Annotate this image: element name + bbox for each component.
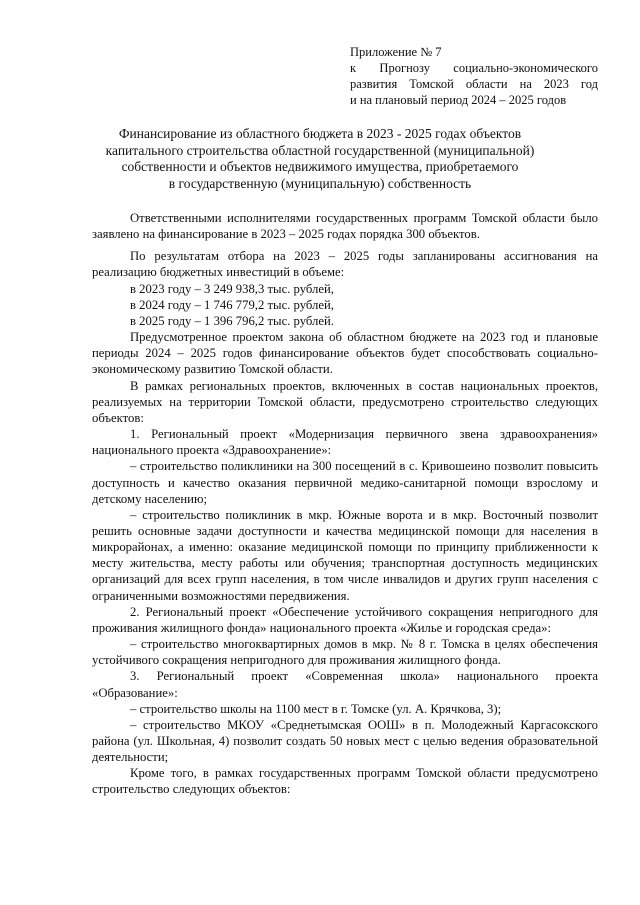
item-krivosheino-clinic: – строительство поликлиники на 300 посещений в с. Кривошеино позволит повысить доступность и качество оказания первичной медико-санитарной помощи взрослому и детскому населению; bbox=[92, 459, 598, 506]
allocation-2024: в 2024 году – 1 746 779,2 тыс. рублей, bbox=[130, 297, 334, 312]
item-apartment-buildings: – строительство многоквартирных домов в мкр. № 8 г. Томска в целях обеспечения устойчивого сокращения непригодного для проживания жилищного фонда. bbox=[92, 637, 598, 668]
paragraph-regional-projects: В рамках региональных проектов, включенных в состав национальных проектов, реализуемых на территории Томской области, предусмотрено строительство следующих объектов: bbox=[92, 378, 598, 425]
annex-header bbox=[350, 44, 598, 108]
paragraph-applications: Ответственными исполнителями государственных программ Томской области было заявлено на финансирование в 2023 – 2025 годах порядка 300 объектов. bbox=[92, 211, 598, 242]
title-line-4: в государственную (муниципальную) собственность bbox=[168, 175, 472, 191]
item-clinics-microdistricts: – строительство поликлиник в мкр. Южные ворота и в мкр. Восточный позволит решить основные задачи доступности и качества медицинской помощи для населения в микрорайонах, а именно: оказание медицинской помощи по принципу приближенности к месту жительства, месту работы или обучения; транспортная доступность медицинских организаций для всех групп населения, в том числе инвалидов и других групп населения с ограниченными возможностями передвижения. bbox=[92, 507, 598, 603]
title-line-3: собственности и объектов недвижимого имущества, приобретаемого bbox=[121, 159, 519, 174]
item-school-molodezhny: – строительство МКОУ «Среднетымская ООШ» в п. Молодежный Каргасокского района (ул. Школьная, 4) позволит создать 50 новых мест с целью ведения образовательной деятельности; bbox=[92, 717, 598, 765]
title-line-2: капитального строительства областной государственной (муниципальной) bbox=[105, 142, 535, 158]
allocation-2025: в 2025 году – 1 396 796,2 тыс. рублей. bbox=[130, 313, 334, 328]
allocation-2023: в 2023 году – 3 249 938,3 тыс. рублей, bbox=[130, 281, 334, 296]
document-body bbox=[92, 210, 598, 798]
annex-line-2: к Прогнозу социально-экономического bbox=[350, 61, 598, 75]
document-title bbox=[92, 126, 548, 192]
project-housing: 2. Региональный проект «Обеспечение устойчивого сокращения непригодного для проживания жилищного фонда» национального проекта «Жилье и городская среда»: bbox=[92, 604, 598, 635]
title-line-1: Финансирование из областного бюджета в 2023 - 2025 годах объектов bbox=[118, 126, 522, 141]
project-modern-school: 3. Региональный проект «Современная школа» национального проекта «Образование»: bbox=[92, 669, 598, 700]
paragraph-allocations: По результатам отбора на 2023 – 2025 годы запланированы ассигнования на реализацию бюджетных инвестиций в объеме: bbox=[92, 249, 598, 280]
paragraph-financing: Предусмотренное проектом закона об областном бюджете на 2023 год и плановые периоды 2024 – 2025 годов финансирование объектов будет способствовать социально-экономическому развитию Томской области. bbox=[92, 330, 598, 377]
item-school-tomsk: – строительство школы на 1100 мест в г. Томске (ул. А. Крячкова, 3); bbox=[130, 701, 502, 716]
annex-number: Приложение № 7 bbox=[350, 45, 442, 59]
project-healthcare: 1. Региональный проект «Модернизация первичного звена здравоохранения» национального проекта «Здравоохранение»: bbox=[92, 427, 598, 458]
annex-line-4: и на плановый период 2024 – 2025 годов bbox=[350, 93, 567, 107]
paragraph-state-programs: Кроме того, в рамках государственных программ Томской области предусмотрено строительство следующих объектов: bbox=[92, 766, 598, 797]
annex-line-3: развития Томской области на 2023 год bbox=[350, 77, 598, 91]
